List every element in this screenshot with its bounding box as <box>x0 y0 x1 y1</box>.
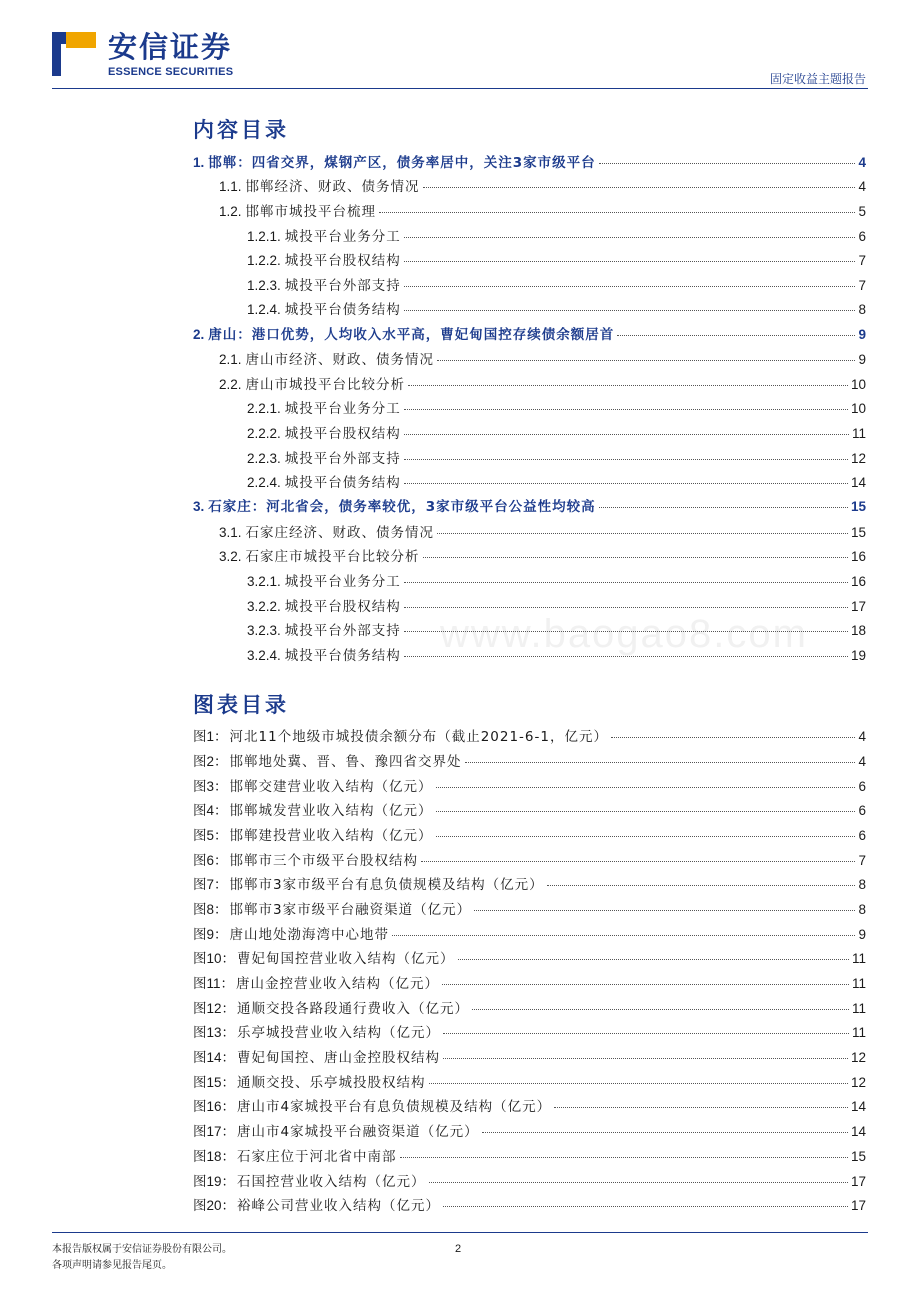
figure-entry[interactable] <box>193 1074 866 1092</box>
figure-page: 9 <box>858 927 866 942</box>
leader-dots <box>443 1033 849 1034</box>
toc-label: 邯郸经济、财政、债务情况 <box>245 179 420 195</box>
toc-label: 城投平台债务结构 <box>284 475 401 491</box>
figure-entry[interactable] <box>193 950 866 968</box>
figure-entry[interactable] <box>193 1049 866 1067</box>
figure-number: 图20： <box>193 1198 236 1213</box>
page-header <box>0 0 920 90</box>
figure-entry[interactable] <box>193 901 866 919</box>
figure-label: 邯郸市三个市级平台股权结构 <box>229 853 419 869</box>
figure-label: 曹妃甸国控营业收入结构（亿元） <box>237 951 455 967</box>
leader-dots <box>404 409 848 410</box>
figure-entry[interactable] <box>193 1173 866 1191</box>
toc-number: 3.2. <box>219 549 242 564</box>
leader-dots <box>617 335 855 336</box>
figure-number: 图6： <box>193 853 228 868</box>
toc-page: 5 <box>858 204 866 219</box>
figure-entry[interactable] <box>193 1000 866 1018</box>
toc-page: 16 <box>850 549 866 564</box>
figure-entry[interactable] <box>193 1123 866 1141</box>
toc-page: 18 <box>850 623 866 638</box>
toc-entry[interactable] <box>219 351 866 369</box>
leader-dots <box>472 1009 849 1010</box>
toc-entry[interactable] <box>193 154 866 172</box>
watermark: www.baogao8.com <box>440 612 808 656</box>
leader-dots <box>404 582 848 583</box>
figure-label: 通顺交投各路段通行费收入（亿元） <box>237 1001 470 1017</box>
figure-entry[interactable] <box>193 778 866 796</box>
figure-entry[interactable] <box>193 852 866 870</box>
leader-dots <box>436 836 856 837</box>
figure-page: 14 <box>850 1124 866 1139</box>
figure-number: 图15： <box>193 1075 236 1090</box>
toc-number: 1.2.4. <box>247 302 281 317</box>
figure-page: 11 <box>851 1025 866 1040</box>
toc-entry[interactable] <box>219 524 866 542</box>
toc-number: 2.2. <box>219 377 242 392</box>
leader-dots <box>421 861 855 862</box>
footer-disclaimer <box>52 1242 232 1274</box>
figure-entry[interactable] <box>193 1024 866 1042</box>
figure-label: 邯郸城发营业收入结构（亿元） <box>229 803 433 819</box>
figure-page: 4 <box>858 754 866 769</box>
toc-page: 14 <box>850 475 866 490</box>
figure-entry[interactable] <box>193 975 866 993</box>
brand-name-en: ESSENCE SECURITIES <box>108 66 234 78</box>
essence-logo-icon <box>52 32 96 76</box>
toc-number: 1.2.2. <box>247 253 281 268</box>
leader-dots <box>400 1157 848 1158</box>
figure-page: 12 <box>850 1075 866 1090</box>
figure-label: 唐山地处渤海湾中心地带 <box>229 927 390 943</box>
figure-entry[interactable] <box>193 753 866 771</box>
toc-label: 城投平台业务分工 <box>284 229 401 245</box>
toc-entry[interactable] <box>247 450 866 468</box>
toc-label: 城投平台业务分工 <box>284 574 401 590</box>
toc-entry[interactable] <box>247 228 866 246</box>
figure-label: 河北11个地级市城投债余额分布（截止2021-6-1，亿元） <box>229 729 608 745</box>
toc-number: 3.2.3. <box>247 623 281 638</box>
leader-dots <box>429 1182 848 1183</box>
figure-number: 图18： <box>193 1149 236 1164</box>
page-number: 2 <box>455 1243 462 1255</box>
leader-dots <box>404 459 848 460</box>
toc-label: 城投平台股权结构 <box>284 426 401 442</box>
figure-number: 图14： <box>193 1050 236 1065</box>
figure-page: 12 <box>850 1050 866 1065</box>
toc-page: 17 <box>850 599 866 614</box>
figure-label: 曹妃甸国控、唐山金控股权结构 <box>237 1050 441 1066</box>
toc-page: 9 <box>858 352 866 367</box>
toc-number: 3.2.4. <box>247 648 281 663</box>
toc-label: 唐山市经济、财政、债务情况 <box>245 352 435 368</box>
report-type: 固定收益主题报告 <box>769 72 866 86</box>
toc-page: 15 <box>850 499 866 514</box>
toc-label: 城投平台外部支持 <box>284 451 401 467</box>
leader-dots <box>474 910 855 911</box>
toc-number: 2.1. <box>219 352 242 367</box>
figure-label: 石家庄位于河北省中南部 <box>237 1149 397 1165</box>
leader-dots <box>465 762 856 763</box>
figure-page: 17 <box>850 1174 866 1189</box>
leader-dots <box>599 507 848 508</box>
figure-page: 15 <box>850 1149 866 1164</box>
leader-dots <box>443 1058 848 1059</box>
toc-number: 3.2.2. <box>247 599 281 614</box>
toc-label: 邯郸市城投平台梳理 <box>245 204 377 220</box>
toc-number: 3. <box>193 499 205 514</box>
figure-entry[interactable] <box>193 926 866 944</box>
leader-dots <box>408 385 848 386</box>
leader-dots <box>442 984 849 985</box>
figure-number: 图4： <box>193 803 228 818</box>
toc-entry[interactable] <box>247 573 866 591</box>
toc-label: 邯郸：四省交界，煤钢产区，债务率居中，关注3家市级平台 <box>208 155 596 171</box>
figure-number: 图7： <box>193 877 228 892</box>
toc-page: 6 <box>858 229 866 244</box>
toc-number: 1.2.1. <box>247 229 281 244</box>
toc-label: 石家庄经济、财政、债务情况 <box>245 525 435 541</box>
figure-page: 6 <box>858 828 866 843</box>
toc-number: 1.1. <box>219 179 242 194</box>
figure-number: 图13： <box>193 1025 236 1040</box>
figure-page: 7 <box>858 853 866 868</box>
figure-number: 图10： <box>193 951 236 966</box>
figures-title: 图表目录 <box>193 693 289 717</box>
toc-label: 城投平台债务结构 <box>284 302 401 318</box>
figure-entry[interactable] <box>193 728 866 746</box>
toc-label: 城投平台股权结构 <box>284 599 401 615</box>
toc-entry[interactable] <box>247 425 866 443</box>
toc-number: 3.2.1. <box>247 574 281 589</box>
figure-entry[interactable] <box>193 1098 866 1116</box>
figure-label: 唐山金控营业收入结构（亿元） <box>236 976 440 992</box>
leader-dots <box>547 885 856 886</box>
figure-number: 图16： <box>193 1099 236 1114</box>
toc-page: 19 <box>850 648 866 663</box>
leader-dots <box>458 959 849 960</box>
figure-number: 图2： <box>193 754 228 769</box>
toc-number: 1. <box>193 155 205 170</box>
toc-page: 8 <box>858 302 866 317</box>
figure-number: 图12： <box>193 1001 236 1016</box>
figure-number: 图9： <box>193 927 228 942</box>
toc-label: 城投平台债务结构 <box>284 648 401 664</box>
leader-dots <box>404 434 849 435</box>
leader-dots <box>404 310 856 311</box>
toc-number: 2.2.3. <box>247 451 281 466</box>
toc-entry[interactable] <box>219 548 866 566</box>
toc-page: 10 <box>850 377 866 392</box>
leader-dots <box>379 212 855 213</box>
figure-page: 14 <box>850 1099 866 1114</box>
toc-number: 2.2.1. <box>247 401 281 416</box>
leader-dots <box>437 360 855 361</box>
leader-dots <box>423 557 848 558</box>
toc-page: 9 <box>858 327 866 342</box>
toc-entry[interactable] <box>247 277 866 295</box>
toc-entry[interactable] <box>219 178 866 196</box>
leader-dots <box>443 1206 848 1207</box>
figure-entry[interactable] <box>193 1197 866 1215</box>
leader-dots <box>404 237 856 238</box>
figure-page: 11 <box>851 1001 866 1016</box>
figure-number: 图11： <box>193 976 235 991</box>
toc-label: 唐山市城投平台比较分析 <box>245 377 406 393</box>
figure-number: 图17： <box>193 1124 236 1139</box>
toc-page: 7 <box>858 278 866 293</box>
figure-number: 图19： <box>193 1174 236 1189</box>
toc-page: 12 <box>850 451 866 466</box>
figure-label: 石国控营业收入结构（亿元） <box>237 1174 426 1190</box>
figure-label: 邯郸市3家市级平台融资渠道（亿元） <box>229 902 472 918</box>
toc-number: 3.1. <box>219 525 242 540</box>
figure-label: 通顺交投、乐亭城投股权结构 <box>237 1075 426 1091</box>
figure-label: 裕峰公司营业收入结构（亿元） <box>237 1198 441 1214</box>
toc-number: 1.2. <box>219 204 242 219</box>
toc-page: 16 <box>850 574 866 589</box>
toc-page: 7 <box>858 253 866 268</box>
toc-page: 11 <box>851 426 866 441</box>
leader-dots <box>554 1107 848 1108</box>
toc-entry[interactable] <box>219 376 866 394</box>
leader-dots <box>436 811 856 812</box>
toc-entry[interactable] <box>247 400 866 418</box>
disclaimer-notice: 各项声明请参见报告尾页。 <box>52 1260 172 1271</box>
figure-page: 8 <box>858 877 866 892</box>
leader-dots <box>404 261 856 262</box>
toc-page: 15 <box>850 525 866 540</box>
leader-dots <box>429 1083 848 1084</box>
toc-number: 2.2.4. <box>247 475 281 490</box>
figure-page: 6 <box>858 779 866 794</box>
figure-entry[interactable] <box>193 876 866 894</box>
figure-label: 邯郸市3家市级平台有息负债规模及结构（亿元） <box>229 877 544 893</box>
leader-dots <box>437 533 848 534</box>
toc-number: 2.2.2. <box>247 426 281 441</box>
figure-entry[interactable] <box>193 827 866 845</box>
leader-dots <box>404 286 856 287</box>
toc-number: 2. <box>193 327 205 342</box>
toc-label: 城投平台业务分工 <box>284 401 401 417</box>
figure-page: 17 <box>850 1198 866 1213</box>
figure-label: 乐亭城投营业收入结构（亿元） <box>237 1025 441 1041</box>
figure-page: 11 <box>851 951 866 966</box>
toc-page: 10 <box>850 401 866 416</box>
figure-number: 图3： <box>193 779 228 794</box>
leader-dots <box>436 787 856 788</box>
leader-dots <box>482 1132 848 1133</box>
figure-label: 唐山市4家城投平台融资渠道（亿元） <box>237 1124 479 1140</box>
figure-page: 8 <box>858 902 866 917</box>
toc-label: 城投平台外部支持 <box>284 623 401 639</box>
toc-label: 唐山：港口优势，人均收入水平高，曹妃甸国控存续债余额居首 <box>208 327 615 343</box>
toc-label: 城投平台外部支持 <box>284 278 401 294</box>
figure-entry[interactable] <box>193 1148 866 1166</box>
figure-label: 邯郸地处冀、晋、鲁、豫四省交界处 <box>229 754 462 770</box>
figure-page: 6 <box>858 803 866 818</box>
figure-number: 图5： <box>193 828 228 843</box>
figure-page: 11 <box>851 976 866 991</box>
toc-label: 城投平台股权结构 <box>284 253 401 269</box>
toc-page: 4 <box>858 179 866 194</box>
leader-dots <box>404 607 848 608</box>
contents-title: 内容目录 <box>193 118 289 142</box>
footer-divider <box>52 1232 868 1233</box>
toc-entry[interactable] <box>247 301 866 319</box>
figure-entry[interactable] <box>193 802 866 820</box>
toc-entry[interactable] <box>219 203 866 221</box>
copyright-notice: 本报告版权属于安信证券股份有限公司。 <box>52 1244 232 1255</box>
toc-entry[interactable] <box>247 474 866 492</box>
toc-label: 石家庄：河北省会，债务率较优，3家市级平台公益性均较高 <box>208 499 596 515</box>
leader-dots <box>599 163 856 164</box>
leader-dots <box>423 187 856 188</box>
figure-label: 唐山市4家城投平台有息负债规模及结构（亿元） <box>237 1099 552 1115</box>
toc-entry[interactable] <box>193 498 866 516</box>
leader-dots <box>392 935 855 936</box>
brand-name-cn: 安信证券 <box>108 30 233 64</box>
figure-number: 图1： <box>193 729 228 744</box>
leader-dots <box>404 483 848 484</box>
toc-label: 石家庄市城投平台比较分析 <box>245 549 420 565</box>
leader-dots <box>611 737 856 738</box>
toc-page: 4 <box>858 155 866 170</box>
figure-page: 4 <box>858 729 866 744</box>
toc-entry[interactable] <box>193 326 866 344</box>
toc-entry[interactable] <box>247 252 866 270</box>
toc-number: 1.2.3. <box>247 278 281 293</box>
figure-number: 图8： <box>193 902 228 917</box>
header-divider <box>52 88 868 89</box>
figure-label: 邯郸交建营业收入结构（亿元） <box>229 779 433 795</box>
figure-label: 邯郸建投营业收入结构（亿元） <box>229 828 433 844</box>
